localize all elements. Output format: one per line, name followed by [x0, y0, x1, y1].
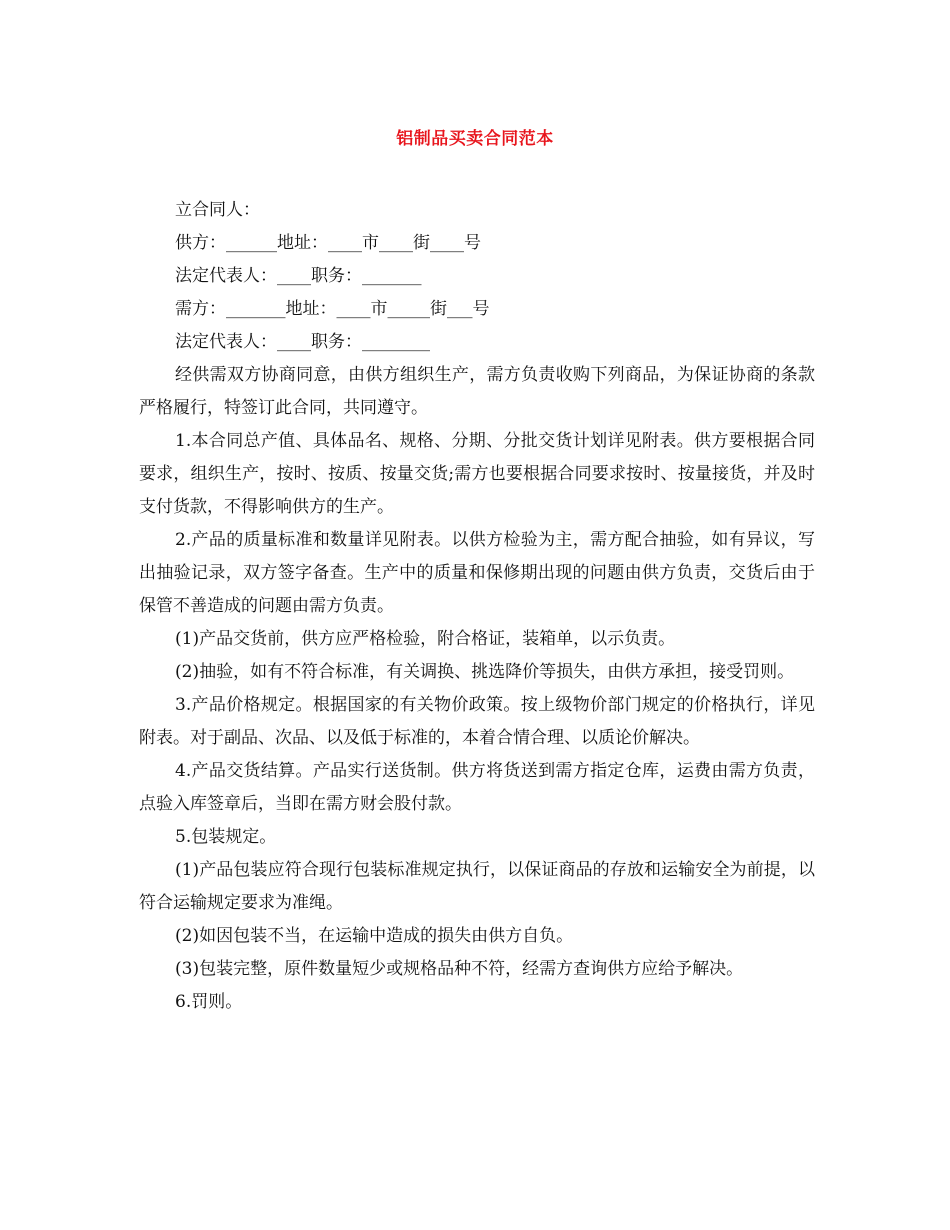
clause-5-item-1: (1)产品包装应符合现行包装标准规定执行，以保证商品的存放和运输安全为前提，以符合运输规定要求为准绳。: [139, 860, 815, 913]
clause-2-paragraph: 2.产品的质量标准和数量详见附表。以供方检验为主，需方配合抽验，如有异议，写出抽验记录，双方签字备查。生产中的质量和保修期出现的问题由供方负责，交货后由于保管不善造成的问题由需方负责。: [139, 530, 815, 616]
document-body: [139, 194, 815, 1019]
clause-3-paragraph: 3.产品价格规定。根据国家的有关物价政策。按上级物价部门规定的价格执行，详见附表。对于副品、次品、以及低于标准的，本着合情合理、以质论价解决。: [139, 695, 815, 748]
clause-1-paragraph: 1.本合同总产值、具体品名、规格、分期、分批交货计划详见附表。供方要根据合同要求，组织生产，按时、按质、按量交货;需方也要根据合同要求按时、按量接货，并及时支付货款，不得影响供方的生产。: [139, 431, 815, 517]
preamble-paragraph: 经供需双方协商同意，由供方组织生产，需方负责收购下列商品，为保证协商的条款严格履行，特签订此合同，共同遵守。: [139, 365, 815, 418]
clause-4-paragraph: 4.产品交货结算。产品实行送货制。供方将货送到需方指定仓库，运费由需方负责，点验入库签章后，当即在需方财会股付款。: [139, 761, 815, 814]
clause-6-heading: 6.罚则。: [175, 992, 243, 1012]
clause-5-item-2: (2)如因包装不当，在运输中造成的损失由供方自负。: [175, 926, 574, 946]
supplier-representative-line: 法定代表人：____职务：_______: [175, 266, 422, 286]
clause-2-item-1: (1)产品交货前，供方应严格检验，附合格证，装箱单，以示负责。: [175, 629, 676, 649]
supplier-line: 供方：______地址：____市____街____号: [175, 233, 481, 253]
clause-5-heading: 5.包装规定。: [175, 827, 277, 847]
party-intro-line: 立合同人：: [175, 200, 260, 220]
buyer-line: 需方：_______地址：____市_____街___号: [175, 299, 490, 319]
buyer-representative-line: 法定代表人：____职务：________: [175, 332, 430, 352]
document-title: 铝制品买卖合同范本: [396, 129, 554, 149]
clause-5-item-3: (3)包装完整，原件数量短少或规格品种不符，经需方查询供方应给予解决。: [175, 959, 744, 979]
clause-2-item-2: (2)抽验，如有不符合标准，有关调换、挑选降价等损失，由供方承担，接受罚则。: [175, 662, 795, 682]
